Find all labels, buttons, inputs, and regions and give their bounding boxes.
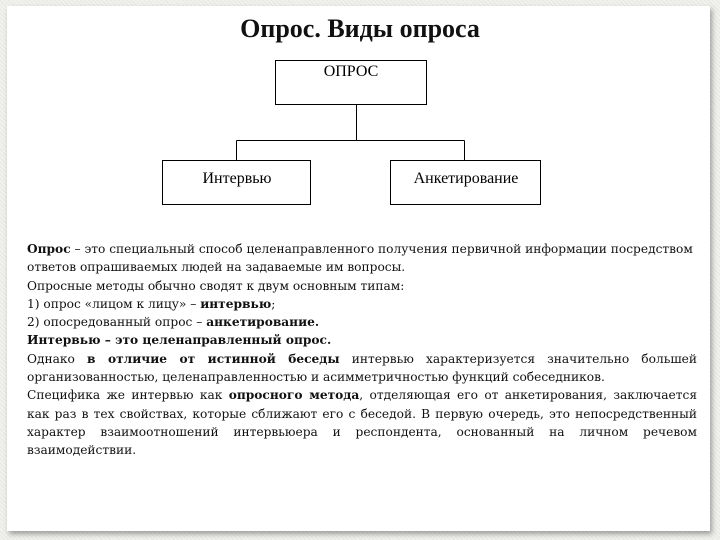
paragraph-interview-difference: Однако в отличие от истинной беседы интервью характеризуется значительно большей организованностью, целенаправленностью и асимметричностью функций собеседников. <box>27 351 698 385</box>
body-text <box>27 240 697 460</box>
right-node-label: Анкетирование <box>413 170 519 187</box>
term-opros: Опрос <box>27 242 71 256</box>
left-node-label: Интервью <box>202 170 272 187</box>
hierarchy-diagram <box>0 0 720 230</box>
paragraph-interview-specifics: Специфика же интервью как опросного метода, отделяющая его от анкетирования, заключается как раз в тех свойствах, которые сближают его с беседой. В первую очередь, это непосредственный характер взаимоотношений интервьюера и респондента, основанный на личном речевом взаимодействии. <box>27 388 698 458</box>
paragraph-types-intro: Опросные методы обычно сводят к двум основным типам: <box>27 278 405 293</box>
slide-title: Опрос. Виды опроса <box>240 14 480 43</box>
list-item-questionnaire: 2) опосредованный опрос – анкетирование. <box>27 315 320 330</box>
list-item-interview: 1) опрос «лицом к лицу» – интервью; <box>27 296 276 311</box>
paragraph-interview-definition: Интервью – это целенаправленный опрос. <box>27 333 332 348</box>
root-node-label: ОПРОС <box>323 63 379 80</box>
paragraph-definition: Опрос – это специальный способ целенаправленного получения первичной информации посредством ответов опрашиваемых людей на задаваемые им вопросы. <box>27 242 693 275</box>
